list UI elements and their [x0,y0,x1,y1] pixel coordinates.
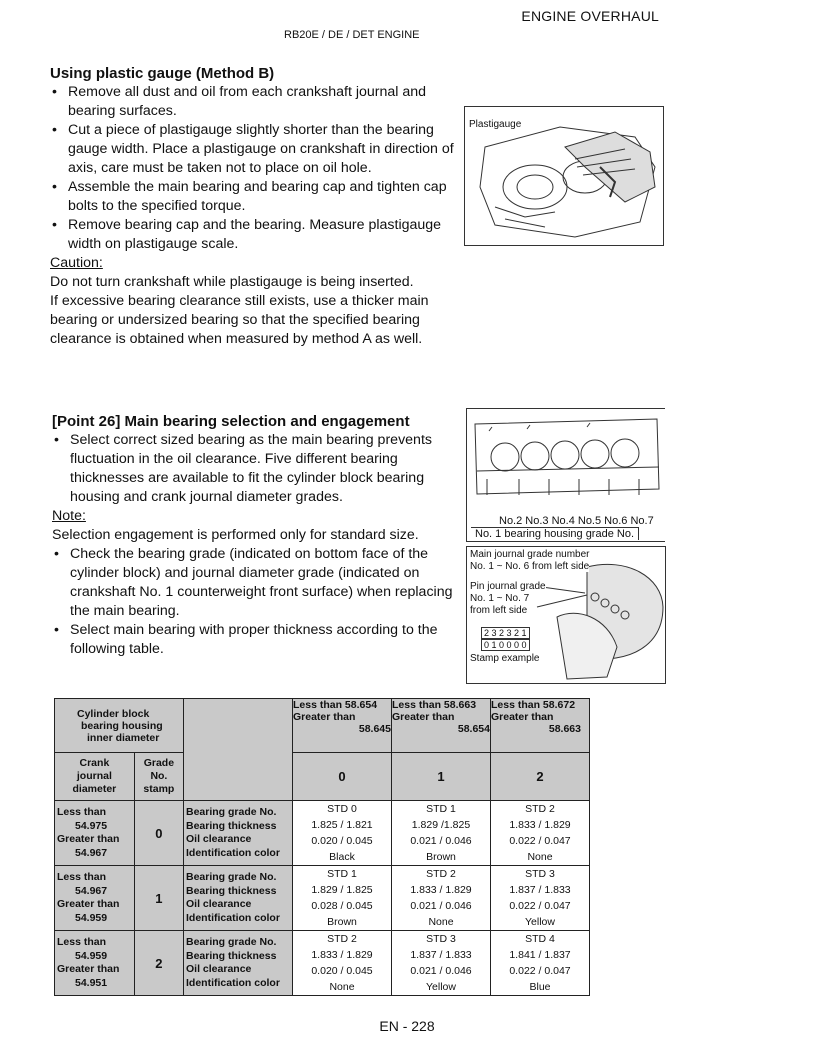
column-header [293,699,392,753]
column-header-text: 58.645 [358,723,391,735]
column-header-text: 58.654 [457,723,490,735]
row-labels-cell: Bearing grade No. Bearing thickness Oil clearance Identification color [184,801,293,866]
main-journal-grade-label: Main journal grade number [470,549,590,560]
journal-grade-cell: 2 [134,931,183,996]
main-journal-grade-range: No. 1 ~ No. 6 from left side [470,561,590,572]
journal-grade-cell: 1 [134,866,183,931]
column-header-text: Less than 58.654 [293,699,378,711]
row-labels-cell: Bearing grade No. Bearing thickness Oil clearance Identification color [184,866,293,931]
list-item: • Assemble the main bearing and bearing cap and tighten cap bolts to the specified torque. [50,178,460,216]
pin-journal-grade-side: from left side [470,605,528,616]
plastigauge-label: Plastigauge [469,119,522,130]
main-bearing-section [52,412,464,659]
list-item: • Check the bearing grade (indicated on bottom face of the cylinder block) and journal diameter grade (indicated on crankshaft No. 1 counterweight front surface) when replacing the main bearing. [52,545,464,621]
column-grade: 2 [491,753,590,801]
column-header-text: Greater than [293,711,356,723]
bearing-spec-cell: STD 1 1.829 /1.825 0.021 / 0.046 Brown [392,801,491,866]
main-bearing-intro [52,431,464,507]
table-grade-row [55,753,590,801]
corner-grade-text: No. [150,770,168,782]
bearing-spec-cell: STD 3 1.837 / 1.833 0.021 / 0.046 Yellow [392,931,491,996]
list-item: • Remove bearing cap and the bearing. Measure plastigauge width on plastigauge scale. [50,216,460,254]
row-labels-cell: Bearing grade No. Bearing thickness Oil clearance Identification color [184,931,293,996]
corner-top-text: inner diameter [87,731,160,744]
bearing-spec-cell: STD 4 1.841 / 1.837 0.022 / 0.047 Blue [491,931,590,996]
corner-top-cell [55,699,184,753]
journal-grade-cell: 0 [134,801,183,866]
caution-text-extra: If excessive bearing clearance still exists, use a thicker main bearing or undersized bearing so that the specified bearing clearance is obtained when measured by method A as well. [50,293,429,347]
main-bearing-steps [52,545,464,659]
column-header [392,699,491,753]
list-item: • Cut a piece of plastigauge slightly shorter than the bearing gauge width. Place a plastigauge on crankshaft in direction of axis, care must be taken not to place on oil hole. [50,121,460,178]
column-header-text: Less than 58.663 [392,699,477,711]
corner-top-text: bearing housing [81,719,163,732]
housing-grade-figure [466,408,665,542]
table-row [55,801,590,866]
plastigauge-figure [464,106,664,246]
bearing-spec-cell: STD 2 1.833 / 1.829 0.022 / 0.047 None [491,801,590,866]
journal-range-cell: Less than 54.975 Greater than 54.967 [55,801,135,866]
bearing-spec-cell: STD 1 1.829 / 1.825 0.028 / 0.045 Brown [293,866,392,931]
list-item: • Select correct sized bearing as the main bearing prevents fluctuation in the oil clearance. Five different bearing thicknesses are available to fit the cylinder block bearing housing and crank journal diameter grades. [52,431,464,507]
bearing-spec-cell: STD 2 1.833 / 1.829 0.020 / 0.045 None [293,931,392,996]
page-number: EN - 228 [379,1018,435,1034]
column-header-text: 58.663 [548,723,581,735]
list-item: • Select main bearing with proper thickness according to the following table. [52,621,464,659]
pin-journal-grade-label: Pin journal grade [470,581,546,592]
main-bearing-heading: [Point 26] Main bearing selection and engagement [52,413,410,430]
corner-grade-text: stamp [143,783,175,795]
corner-grade-text: Grade [143,757,175,769]
bearing-spec-cell: STD 3 1.837 / 1.833 0.022 / 0.047 Yellow [491,866,590,931]
caution-label: Caution: [50,255,103,271]
column-header [491,699,590,753]
housing-grade-numbers: No.2 No.3 No.4 No.5 No.6 No.7 [499,515,654,527]
corner-top-text: Cylinder block [77,707,150,720]
header-spacer-cell [184,699,293,801]
journal-grade-figure [466,546,666,684]
section-title: ENGINE OVERHAUL [521,8,659,24]
bearing-selection-table [54,698,590,996]
cylinder-block-illustration [467,409,665,509]
table-header-row [55,699,590,753]
pin-journal-grade-range: No. 1 ~ No. 7 [470,593,530,604]
stamp-example-top: 2 3 2 3 2 1 [481,627,530,639]
caution-text: Do not turn crankshaft while plastigauge is being inserted. [50,274,414,290]
column-grade: 1 [392,753,491,801]
note-label: Note: [52,508,86,524]
plastic-gauge-heading: Using plastic gauge (Method B) [50,65,275,82]
stamp-example-bottom: 0 1 0 0 0 0 [481,639,530,651]
bearing-spec-cell: STD 2 1.833 / 1.829 0.021 / 0.046 None [392,866,491,931]
housing-grade-caption: No. 1 bearing housing grade No. [471,527,639,540]
column-header-text: Less than 58.672 [491,699,576,711]
engine-title: RB20E / DE / DET ENGINE [284,29,420,41]
note-text: Selection engagement is performed only for standard size. [52,527,419,543]
stamp-example-label: Stamp example [470,653,540,664]
list-item: • Remove all dust and oil from each crankshaft journal and bearing surfaces. [50,83,460,121]
corner-left-text: diameter [72,783,117,795]
column-header-text: Greater than [392,711,455,723]
table-row [55,931,590,996]
column-grade: 0 [293,753,392,801]
journal-range-cell: Less than 54.959 Greater than 54.951 [55,931,135,996]
corner-left-text: journal [76,770,112,782]
column-header-text: Greater than [491,711,554,723]
table-row [55,866,590,931]
corner-left-text: Crank [79,757,110,769]
bearing-spec-cell: STD 0 1.825 / 1.821 0.020 / 0.045 Black [293,801,392,866]
corner-grade-cell [134,753,183,801]
corner-left-cell [55,753,135,801]
plastic-gauge-section [50,64,460,349]
journal-range-cell: Less than 54.967 Greater than 54.959 [55,866,135,931]
plastic-gauge-steps [50,83,460,254]
